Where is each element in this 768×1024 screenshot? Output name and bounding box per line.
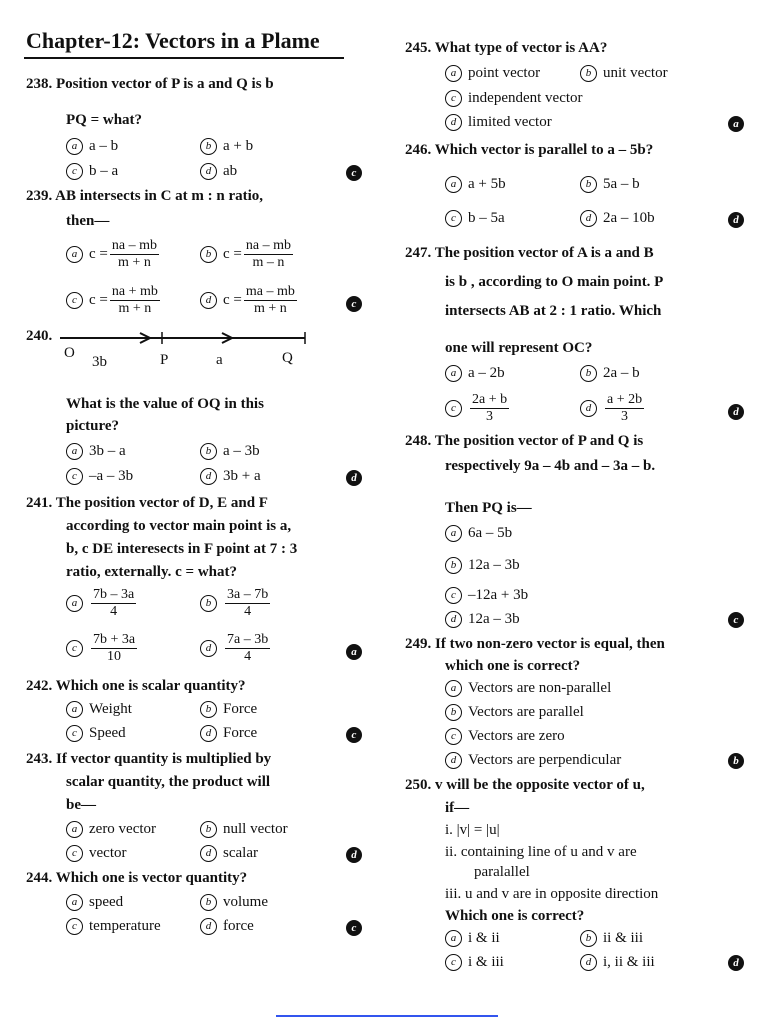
option-lhs: c = <box>223 291 242 308</box>
option-label-a: a <box>66 821 83 838</box>
q245-option-a[interactable] <box>445 65 540 82</box>
option-text: ii & iii <box>603 930 644 946</box>
option-text: Vectors are zero <box>468 728 565 744</box>
q243-stem3: be— <box>66 797 96 813</box>
option-label-d: d <box>580 954 597 971</box>
option-label-b: b <box>200 246 217 263</box>
q244-option-c[interactable] <box>66 918 161 935</box>
option-text: Force <box>223 725 258 741</box>
q243-stem2: scalar quantity, the product will <box>66 774 271 790</box>
fraction-numerator: 7a – 3b <box>227 632 269 647</box>
q250-answer-badge: d <box>728 955 744 971</box>
option-label-c: c <box>445 90 462 107</box>
q250-option-b[interactable] <box>580 930 643 947</box>
option-label-b: b <box>200 138 217 155</box>
option-text: 3b + a <box>223 468 261 484</box>
option-text: null vector <box>223 821 288 837</box>
option-text: 5a – b <box>603 176 640 192</box>
q248-option-a[interactable] <box>445 525 512 542</box>
q241-option-d[interactable] <box>200 632 272 665</box>
option-text: point vector <box>468 65 541 81</box>
q247-stem4: one will represent OC? <box>445 340 593 356</box>
option-label-c: c <box>66 292 83 309</box>
option-fraction <box>225 632 270 665</box>
option-text: a – 2b <box>468 365 505 381</box>
option-label-d: d <box>200 468 217 485</box>
q240-fig-label-p: P <box>160 352 169 368</box>
option-label-d: d <box>200 725 217 742</box>
q250-stem: 250. v will be the opposite vector of u, <box>405 777 645 793</box>
q249-option-d[interactable] <box>445 752 621 769</box>
fraction-numerator: 2a + b <box>472 392 508 407</box>
option-label-d: d <box>445 752 462 769</box>
q243-option-d[interactable] <box>200 845 258 862</box>
option-label-a: a <box>445 176 462 193</box>
q238-stem: 238. Position vector of P is a and Q is b <box>26 76 274 92</box>
option-text: independent vector <box>468 90 583 106</box>
option-text: temperature <box>89 918 161 934</box>
q238-answer-badge: c <box>346 165 362 181</box>
option-text: b – a <box>89 163 119 179</box>
q250-option-a[interactable] <box>445 930 500 947</box>
option-label-d: d <box>200 918 217 935</box>
option-label-d: d <box>200 640 217 657</box>
q250-item-iii: iii. u and v are in opposite direction <box>445 886 659 902</box>
q239-option-a[interactable] <box>66 238 161 271</box>
q240-option-c[interactable] <box>66 468 133 485</box>
q248-option-b[interactable] <box>445 557 520 574</box>
q248-stem3: Then PQ is— <box>445 500 532 516</box>
option-label-c: c <box>66 468 83 485</box>
option-label-c: c <box>445 728 462 745</box>
q247-answer-badge: d <box>728 404 744 420</box>
q246-option-a[interactable] <box>445 176 506 193</box>
fraction-denominator: 3 <box>486 409 494 424</box>
option-text: force <box>223 918 254 934</box>
option-label-a: a <box>66 246 83 263</box>
q246-stem: 246. Which vector is parallel to a – 5b? <box>405 142 654 158</box>
fraction-numerator: na + mb <box>111 284 158 299</box>
option-text: volume <box>223 894 268 910</box>
option-text: unit vector <box>603 65 668 81</box>
option-lhs: c = <box>223 245 242 262</box>
q240-option-d[interactable] <box>200 468 261 485</box>
option-text: a + b <box>223 138 254 154</box>
q250-stem3: Which one is correct? <box>445 908 585 924</box>
option-label-b: b <box>200 595 217 612</box>
q243-option-c[interactable] <box>66 845 126 862</box>
option-fraction <box>244 238 293 271</box>
option-label-a: a <box>445 680 462 697</box>
option-label-b: b <box>445 557 462 574</box>
option-text: limited vector <box>468 114 552 130</box>
option-label-c: c <box>66 163 83 180</box>
q250-option-c[interactable] <box>445 954 504 971</box>
option-label-a: a <box>445 65 462 82</box>
option-text: i & ii <box>468 930 500 946</box>
fraction-denominator: m + n <box>118 301 152 316</box>
q239-stem2: then— <box>66 213 110 229</box>
option-label-b: b <box>200 821 217 838</box>
option-text: 2a – b <box>603 365 640 381</box>
q240-number: 240. <box>26 328 53 344</box>
option-fraction <box>110 284 160 317</box>
fraction-numerator: 3a – 7b <box>227 587 269 602</box>
q247-option-c[interactable] <box>445 392 511 425</box>
option-text: 2a – 10b <box>603 210 655 226</box>
option-label-d: d <box>445 114 462 131</box>
q241-stem2: according to vector main point is a, <box>66 518 292 534</box>
q238-stem2: PQ = what? <box>66 112 143 128</box>
option-text: a – 3b <box>223 443 260 459</box>
option-label-a: a <box>445 525 462 542</box>
chapter-title: Chapter-12: Vectors in a Plame <box>26 28 320 53</box>
q247-option-b[interactable] <box>580 365 640 382</box>
q241-stem3: b, c DE interesects in F point at 7 : 3 <box>66 541 298 557</box>
fraction-denominator: 10 <box>107 649 122 664</box>
option-text: Force <box>223 701 258 717</box>
option-label-c: c <box>66 640 83 657</box>
q250-item-i: i. |v| = |u| <box>445 822 500 838</box>
q238-option-a[interactable] <box>66 138 118 155</box>
q238-option-b[interactable] <box>200 138 253 155</box>
q249-option-a[interactable] <box>445 680 611 697</box>
q242-answer-badge: c <box>346 727 362 743</box>
option-label-a: a <box>66 894 83 911</box>
option-label-b: b <box>200 443 217 460</box>
q244-answer-badge: c <box>346 920 362 936</box>
q245-option-b[interactable] <box>580 65 668 82</box>
option-label-c: c <box>66 725 83 742</box>
q238-option-d[interactable] <box>200 163 237 180</box>
fraction-denominator: 3 <box>621 409 629 424</box>
option-text: zero vector <box>89 821 157 837</box>
q242-stem: 242. Which one is scalar quantity? <box>26 678 246 694</box>
option-label-c: c <box>66 845 83 862</box>
q240-fig-label-q: Q <box>282 350 293 366</box>
q242-option-d[interactable] <box>200 725 257 742</box>
q247-stem3: intersects AB at 2 : 1 ratio. Which <box>445 303 662 319</box>
option-fraction <box>225 587 270 620</box>
option-label-c: c <box>445 587 462 604</box>
option-label-b: b <box>200 894 217 911</box>
option-text: 3b – a <box>89 443 126 459</box>
option-text: –a – 3b <box>89 468 134 484</box>
title-underline <box>24 57 344 59</box>
q249-answer-badge: b <box>728 753 744 769</box>
q247-stem2: is b , according to O main point. P <box>445 274 664 290</box>
q240-fig-label-3b: 3b <box>92 354 107 370</box>
footer-link-underline[interactable] <box>276 1015 498 1017</box>
fraction-denominator: 4 <box>244 649 252 664</box>
option-label-a: a <box>445 365 462 382</box>
q239-option-b[interactable] <box>200 238 295 271</box>
q246-option-c[interactable] <box>445 210 505 227</box>
option-text: 6a – 5b <box>468 525 513 541</box>
q241-option-a[interactable] <box>66 587 138 620</box>
q247-option-d[interactable] <box>580 392 646 425</box>
q240-vector-line-figure <box>60 328 310 346</box>
fraction-numerator: 7b – 3a <box>93 587 135 602</box>
q240-option-b[interactable] <box>200 443 260 460</box>
option-text: b – 5a <box>468 210 505 226</box>
option-text: vector <box>89 845 127 861</box>
q244-option-a[interactable] <box>66 894 123 911</box>
fraction-denominator: m + n <box>118 255 151 270</box>
q246-option-d[interactable] <box>580 210 655 227</box>
q242-option-c[interactable] <box>66 725 126 742</box>
option-text: Speed <box>89 725 126 741</box>
fraction-numerator: ma – mb <box>245 284 295 299</box>
q240-fig-label-a: a <box>216 352 223 368</box>
option-label-c: c <box>66 918 83 935</box>
option-text: Vectors are perpendicular <box>468 752 622 768</box>
option-label-a: a <box>66 138 83 155</box>
q243-option-b[interactable] <box>200 821 288 838</box>
q250-item-ii: ii. containing line of u and v are <box>445 844 637 860</box>
option-label-c: c <box>445 400 462 417</box>
fraction-denominator: m + n <box>253 301 287 316</box>
q248-stem: 248. The position vector of P and Q is <box>405 433 644 449</box>
q248-stem2: respectively 9a – 4b and – 3a – b. <box>445 458 656 474</box>
option-fraction <box>244 284 297 317</box>
q239-option-c[interactable] <box>66 284 162 317</box>
option-text: a + 5b <box>468 176 506 192</box>
option-label-d: d <box>200 163 217 180</box>
q248-option-d[interactable] <box>445 611 520 628</box>
option-text: –12a + 3b <box>468 587 529 603</box>
fraction-numerator: na – mb <box>111 238 157 253</box>
fraction-denominator: 4 <box>110 604 118 619</box>
q238-option-c[interactable] <box>66 163 118 180</box>
q242-option-a[interactable] <box>66 701 132 718</box>
option-label-a: a <box>66 443 83 460</box>
option-label-d: d <box>200 845 217 862</box>
q240-stem2: picture? <box>66 418 120 434</box>
q245-stem: 245. What type of vector is AA? <box>405 40 608 56</box>
option-label-a: a <box>445 930 462 947</box>
q239-stem: 239. AB intersects in C at m : n ratio, <box>26 188 264 204</box>
fraction-denominator: 4 <box>244 604 252 619</box>
option-label-d: d <box>580 210 597 227</box>
q243-stem: 243. If vector quantity is multiplied by <box>26 751 272 767</box>
q244-option-d[interactable] <box>200 918 254 935</box>
option-label-a: a <box>66 595 83 612</box>
option-fraction <box>91 632 137 665</box>
option-text: ab <box>223 163 238 179</box>
q249-stem2: which one is correct? <box>445 658 581 674</box>
q247-stem: 247. The position vector of A is a and B <box>405 245 654 261</box>
option-text: 12a – 3b <box>468 611 520 627</box>
option-label-b: b <box>580 930 597 947</box>
option-label-a: a <box>66 701 83 718</box>
q240-answer-badge: d <box>346 470 362 486</box>
q247-option-a[interactable] <box>445 365 505 382</box>
fraction-numerator: na – mb <box>245 238 291 253</box>
q250-item-ii-cont: paralallel <box>474 864 530 880</box>
q241-option-b[interactable] <box>200 587 272 620</box>
q243-option-a[interactable] <box>66 821 156 838</box>
q241-option-c[interactable] <box>66 632 139 665</box>
option-label-b: b <box>200 701 217 718</box>
option-text: scalar <box>223 845 258 861</box>
fraction-numerator: 7b + 3a <box>93 632 136 647</box>
q244-stem: 244. Which one is vector quantity? <box>26 870 248 886</box>
q250-option-d[interactable] <box>580 954 655 971</box>
q239-option-d[interactable] <box>200 284 299 317</box>
option-fraction <box>91 587 136 620</box>
option-label-b: b <box>580 65 597 82</box>
q249-option-c[interactable] <box>445 728 565 745</box>
option-text: 12a – 3b <box>468 557 520 573</box>
q240-fig-label-o: O <box>64 345 75 361</box>
option-fraction <box>110 238 159 271</box>
q239-answer-badge: c <box>346 296 362 312</box>
option-text: speed <box>89 894 124 910</box>
q240-option-a[interactable] <box>66 443 126 460</box>
option-lhs: c = <box>89 245 108 262</box>
q243-answer-badge: d <box>346 847 362 863</box>
option-text: a – b <box>89 138 119 154</box>
option-text: Weight <box>89 701 132 717</box>
option-label-c: c <box>445 210 462 227</box>
q246-option-b[interactable] <box>580 176 640 193</box>
q245-option-d[interactable] <box>445 114 552 131</box>
option-label-b: b <box>580 365 597 382</box>
q249-option-b[interactable] <box>445 704 584 721</box>
option-fraction <box>470 392 509 425</box>
q246-answer-badge: d <box>728 212 744 228</box>
fraction-numerator: a + 2b <box>607 392 643 407</box>
option-text: i & iii <box>468 954 504 970</box>
option-fraction <box>605 392 644 425</box>
option-text: Vectors are non-parallel <box>468 680 612 696</box>
option-label-b: b <box>445 704 462 721</box>
q249-stem: 249. If two non-zero vector is equal, then <box>405 636 665 652</box>
q240-stem: What is the value of OQ in this <box>66 396 264 412</box>
q248-answer-badge: c <box>728 612 744 628</box>
q241-stem4: ratio, externally. c = what? <box>66 564 238 580</box>
fraction-denominator: m – n <box>252 255 285 270</box>
option-label-d: d <box>445 611 462 628</box>
q245-answer-badge: a <box>728 116 744 132</box>
option-lhs: c = <box>89 291 108 308</box>
option-label-d: d <box>580 400 597 417</box>
q241-answer-badge: a <box>346 644 362 660</box>
option-label-b: b <box>580 176 597 193</box>
option-text: i, ii & iii <box>603 954 655 970</box>
option-label-c: c <box>445 954 462 971</box>
q244-option-b[interactable] <box>200 894 268 911</box>
option-label-d: d <box>200 292 217 309</box>
q242-option-b[interactable] <box>200 701 257 718</box>
q241-stem: 241. The position vector of D, E and F <box>26 495 268 511</box>
q245-option-c[interactable] <box>445 90 583 107</box>
q250-stem2: if— <box>445 800 470 816</box>
q248-option-c[interactable] <box>445 587 528 604</box>
option-text: Vectors are parallel <box>468 704 584 720</box>
